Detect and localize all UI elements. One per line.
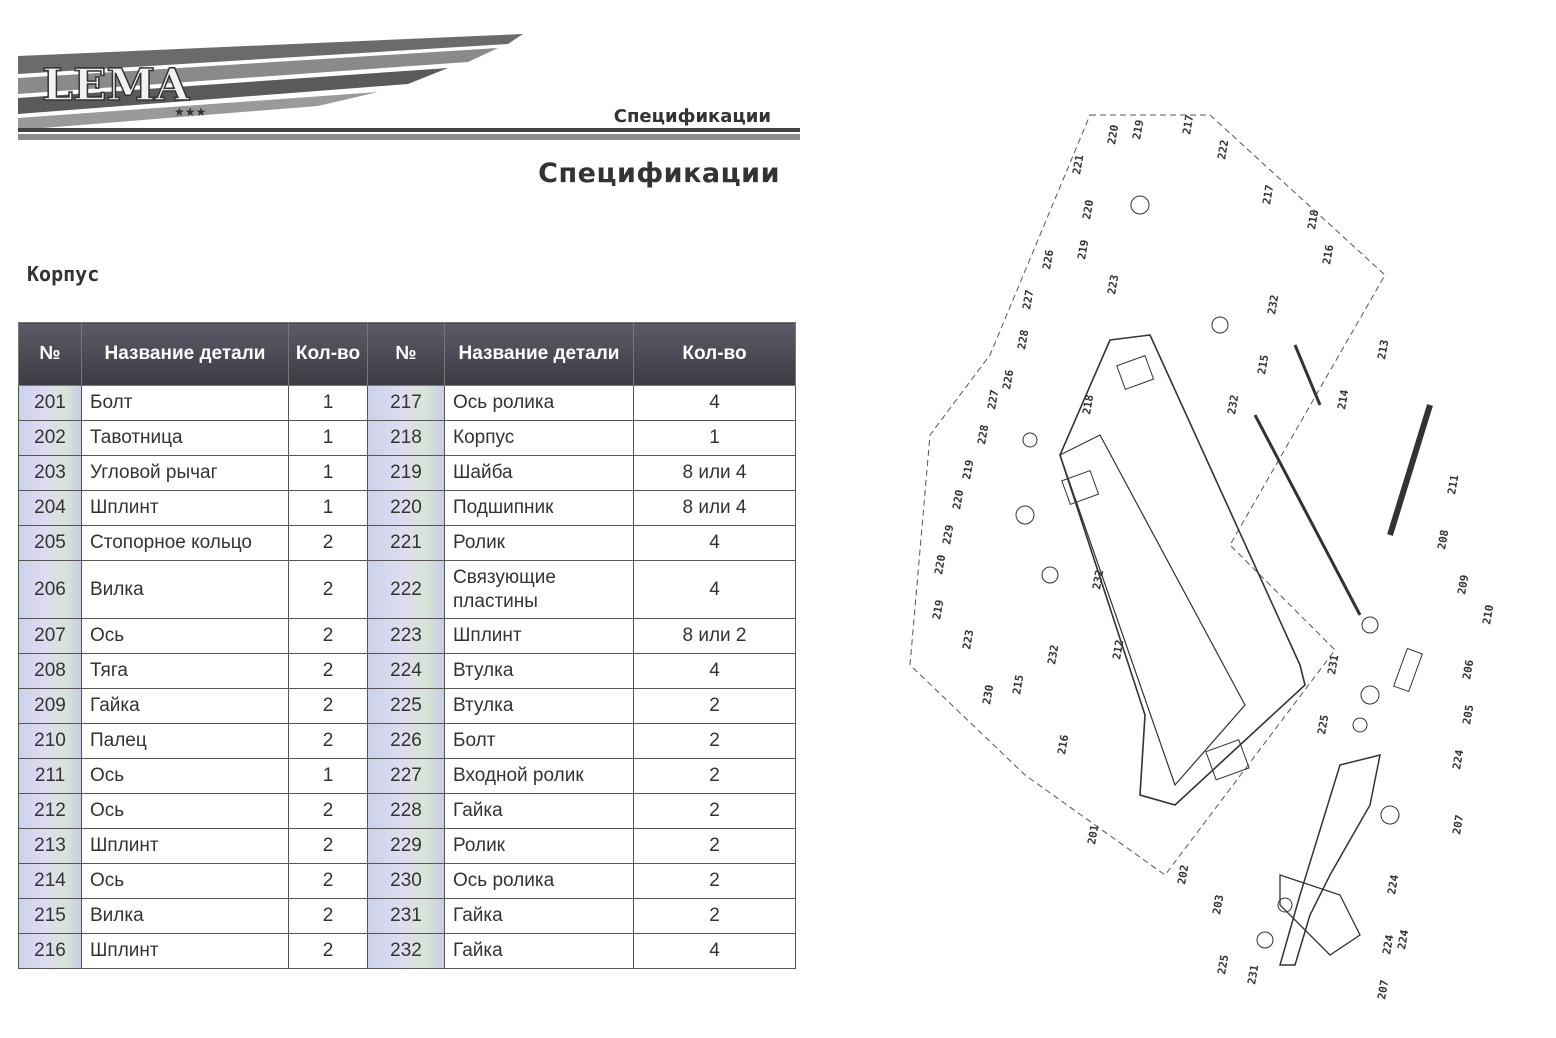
part-number: 202 xyxy=(19,421,82,456)
diagram-callout-label: 202 xyxy=(1175,863,1192,886)
part-number: 211 xyxy=(19,759,82,794)
part-number: 204 xyxy=(19,491,82,526)
part-qty: 8 или 4 xyxy=(634,456,796,491)
diagram-callout-label: 216 xyxy=(1055,733,1072,756)
part-qty: 1 xyxy=(289,759,368,794)
part-number: 203 xyxy=(19,456,82,491)
part-number: 220 xyxy=(368,491,445,526)
diagram-callout-label: 232 xyxy=(1045,643,1062,666)
table-row xyxy=(19,654,796,689)
part-qty: 8 или 4 xyxy=(634,491,796,526)
diagram-callout-label: 231 xyxy=(1245,963,1262,986)
part-number: 215 xyxy=(19,899,82,934)
diagram-callout-label: 220 xyxy=(932,553,949,576)
part-qty: 2 xyxy=(289,561,368,619)
part-number: 217 xyxy=(368,386,445,421)
diagram-callout-label: 225 xyxy=(1215,953,1232,976)
table-row xyxy=(19,724,796,759)
part-name: Ось ролика xyxy=(445,386,634,421)
diagram-callout-label: 206 xyxy=(1460,658,1477,681)
table-row xyxy=(19,526,796,561)
diagram-callout-label: 219 xyxy=(930,598,947,621)
part-number: 212 xyxy=(19,794,82,829)
diagram-callout-label: 215 xyxy=(1010,673,1027,696)
diagram-callout-label: 224 xyxy=(1380,933,1397,956)
part-number: 229 xyxy=(368,829,445,864)
part-name: Втулка xyxy=(445,654,634,689)
part-qty: 1 xyxy=(634,421,796,456)
part-number: 228 xyxy=(368,794,445,829)
part-number: 210 xyxy=(19,724,82,759)
part-number: 218 xyxy=(368,421,445,456)
col-header-number-2: № xyxy=(368,323,445,386)
part-number: 222 xyxy=(368,561,445,619)
part-name: Вилка xyxy=(82,899,289,934)
diagram-callout-label: 231 xyxy=(1325,653,1342,676)
table-row xyxy=(19,619,796,654)
part-name: Ролик xyxy=(445,526,634,561)
part-name: Гайка xyxy=(82,689,289,724)
col-header-qty: Кол-во xyxy=(289,323,368,386)
part-qty: 2 xyxy=(634,899,796,934)
part-number: 224 xyxy=(368,654,445,689)
diagram-callout-label: 221 xyxy=(1070,153,1087,176)
diagram-callout-label: 225 xyxy=(1315,713,1332,736)
logo-stars: ★★★ xyxy=(174,105,207,119)
diagram-callout-label: 212 xyxy=(1110,638,1127,661)
diagram-callout-label: 220 xyxy=(1105,123,1122,146)
diagram-callout-label: 224 xyxy=(1395,928,1412,951)
section-title: Корпус xyxy=(27,262,100,286)
part-name: Тяга xyxy=(82,654,289,689)
banner-title: Спецификации xyxy=(613,106,771,127)
diagram-callout-label: 232 xyxy=(1225,393,1242,416)
diagram-callout-label: 228 xyxy=(975,423,992,446)
exploded-parts-diagram xyxy=(900,105,1520,1005)
part-qty: 1 xyxy=(289,456,368,491)
part-number: 207 xyxy=(19,619,82,654)
part-number: 225 xyxy=(368,689,445,724)
diagram-callout-label: 230 xyxy=(980,683,997,706)
part-number: 227 xyxy=(368,759,445,794)
diagram-callout-label: 205 xyxy=(1460,703,1477,726)
table-row xyxy=(19,759,796,794)
part-name: Вилка xyxy=(82,561,289,619)
part-number: 214 xyxy=(19,864,82,899)
diagram-callout-label: 214 xyxy=(1335,388,1352,411)
table-row xyxy=(19,561,796,619)
diagram-callout-label: 226 xyxy=(1000,368,1017,391)
part-qty: 2 xyxy=(289,689,368,724)
part-name: Гайка xyxy=(445,794,634,829)
part-number: 230 xyxy=(368,864,445,899)
diagram-callout-label: 226 xyxy=(1040,248,1057,271)
diagram-callout-label: 224 xyxy=(1385,873,1402,896)
part-number: 209 xyxy=(19,689,82,724)
part-number: 232 xyxy=(368,934,445,969)
part-qty: 4 xyxy=(634,654,796,689)
part-name: Болт xyxy=(445,724,634,759)
diagram-callout-label: 210 xyxy=(1480,603,1497,626)
table-header-row xyxy=(19,323,796,386)
part-qty: 1 xyxy=(289,491,368,526)
diagram-callout-label: 229 xyxy=(940,523,957,546)
page-title: Спецификации xyxy=(538,158,780,189)
part-number: 216 xyxy=(19,934,82,969)
part-qty: 2 xyxy=(289,794,368,829)
table-row xyxy=(19,829,796,864)
header-banner xyxy=(18,34,800,144)
part-qty: 2 xyxy=(289,829,368,864)
parts-table xyxy=(18,322,796,969)
part-name: Корпус xyxy=(445,421,634,456)
col-header-number: № xyxy=(19,323,82,386)
part-name: Связующие пластины xyxy=(445,561,634,619)
part-name: Угловой рычаг xyxy=(82,456,289,491)
part-number: 226 xyxy=(368,724,445,759)
part-name: Ось ролика xyxy=(445,864,634,899)
diagram-callout-label: 227 xyxy=(985,388,1002,411)
table-row xyxy=(19,456,796,491)
part-name: Ось xyxy=(82,619,289,654)
part-name: Шплинт xyxy=(82,829,289,864)
part-name: Входной ролик xyxy=(445,759,634,794)
part-qty: 2 xyxy=(634,864,796,899)
part-name: Шайба xyxy=(445,456,634,491)
part-name: Ролик xyxy=(445,829,634,864)
part-number: 231 xyxy=(368,899,445,934)
diagram-callout-label: 203 xyxy=(1210,893,1227,916)
diagram-callout-label: 207 xyxy=(1375,978,1392,1001)
part-qty: 2 xyxy=(634,759,796,794)
part-name: Шплинт xyxy=(82,934,289,969)
part-name: Ось xyxy=(82,794,289,829)
col-header-name-2: Название детали xyxy=(445,323,634,386)
part-qty: 2 xyxy=(289,724,368,759)
table-row xyxy=(19,794,796,829)
logo: LEMA xyxy=(42,60,190,111)
diagram-callout-label: 227 xyxy=(1020,288,1037,311)
diagram-callout-label: 218 xyxy=(1305,208,1322,231)
part-qty: 4 xyxy=(634,386,796,421)
diagram-callout-label: 232 xyxy=(1090,568,1107,591)
part-number: 205 xyxy=(19,526,82,561)
part-qty: 2 xyxy=(634,794,796,829)
part-name: Ось xyxy=(82,759,289,794)
part-name: Ось xyxy=(82,864,289,899)
part-qty: 2 xyxy=(634,689,796,724)
part-number: 223 xyxy=(368,619,445,654)
diagram-callout-label: 220 xyxy=(950,488,967,511)
part-name: Палец xyxy=(82,724,289,759)
diagram-callout-label: 222 xyxy=(1215,138,1232,161)
diagram-callout-label: 208 xyxy=(1435,528,1452,551)
diagram-callout-label: 218 xyxy=(1080,393,1097,416)
part-qty: 8 или 2 xyxy=(634,619,796,654)
diagram-callout-label: 215 xyxy=(1255,353,1272,376)
table-row xyxy=(19,386,796,421)
part-qty: 4 xyxy=(634,934,796,969)
part-qty: 2 xyxy=(289,864,368,899)
part-qty: 1 xyxy=(289,421,368,456)
diagram-callout-label: 219 xyxy=(1130,118,1147,141)
part-number: 208 xyxy=(19,654,82,689)
diagram-callout-label: 224 xyxy=(1450,748,1467,771)
part-name: Стопорное кольцо xyxy=(82,526,289,561)
part-name: Втулка xyxy=(445,689,634,724)
part-qty: 2 xyxy=(289,526,368,561)
part-name: Подшипник xyxy=(445,491,634,526)
diagram-callout-label: 209 xyxy=(1455,573,1472,596)
diagram-callout-label: 217 xyxy=(1260,183,1277,206)
diagram-callout-label: 220 xyxy=(1080,198,1097,221)
diagram-callout-label: 216 xyxy=(1320,243,1337,266)
part-qty: 4 xyxy=(634,561,796,619)
table-row xyxy=(19,491,796,526)
diagram-callout-label: 201 xyxy=(1085,823,1102,846)
diagram-callout-label: 219 xyxy=(1075,238,1092,261)
diagram-callout-label: 211 xyxy=(1445,473,1462,496)
table-row xyxy=(19,864,796,899)
part-name: Шплинт xyxy=(82,491,289,526)
part-qty: 2 xyxy=(289,934,368,969)
part-name: Гайка xyxy=(445,899,634,934)
part-number: 221 xyxy=(368,526,445,561)
diagram-callout-label: 213 xyxy=(1375,338,1392,361)
part-number: 219 xyxy=(368,456,445,491)
diagram-callout-label: 232 xyxy=(1265,293,1282,316)
part-qty: 2 xyxy=(289,619,368,654)
part-qty: 2 xyxy=(634,829,796,864)
part-qty: 1 xyxy=(289,386,368,421)
diagram-callout-label: 223 xyxy=(960,628,977,651)
part-name: Болт xyxy=(82,386,289,421)
part-name: Гайка xyxy=(445,934,634,969)
diagram-callout-label: 207 xyxy=(1450,813,1467,836)
diagram-callout-label: 228 xyxy=(1015,328,1032,351)
table-row xyxy=(19,899,796,934)
table-row xyxy=(19,689,796,724)
part-name: Тавотница xyxy=(82,421,289,456)
part-qty: 2 xyxy=(634,724,796,759)
part-name: Шплинт xyxy=(445,619,634,654)
part-number: 206 xyxy=(19,561,82,619)
part-number: 201 xyxy=(19,386,82,421)
table-row xyxy=(19,934,796,969)
part-qty: 2 xyxy=(289,899,368,934)
part-qty: 2 xyxy=(289,654,368,689)
diagram-callout-label: 223 xyxy=(1105,273,1122,296)
table-row xyxy=(19,421,796,456)
diagram-callout-label: 219 xyxy=(960,458,977,481)
col-header-qty-2: Кол-во xyxy=(634,323,796,386)
col-header-name: Название детали xyxy=(82,323,289,386)
part-number: 213 xyxy=(19,829,82,864)
part-qty: 4 xyxy=(634,526,796,561)
diagram-callout-label: 217 xyxy=(1180,113,1197,136)
